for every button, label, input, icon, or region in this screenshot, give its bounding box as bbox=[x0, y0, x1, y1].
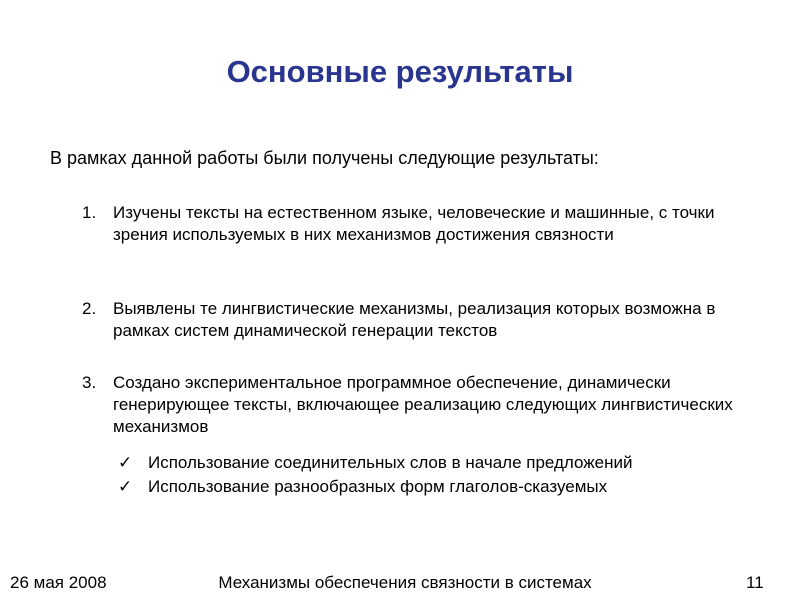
list-item-text: Выявлены те лингвистические механизмы, реализация которых возможна в рамках систем динамической генерации текстов bbox=[113, 299, 716, 340]
intro-text: В рамках данной работы были получены следующие результаты: bbox=[50, 148, 599, 168]
checkmark-icon: ✓ bbox=[118, 477, 133, 496]
sub-list-item-text: Использование соединительных слов в начале предложений bbox=[148, 453, 633, 472]
footer-title: Механизмы обеспечения связности в системах bbox=[218, 573, 592, 592]
list-item bbox=[82, 372, 742, 442]
list-item-number: 1. bbox=[82, 203, 97, 222]
list-item-text: Изучены тексты на естественном языке, человеческие и машинные, с точки зрения используемых в них механизмов достижения связности bbox=[113, 203, 715, 244]
page-number: 11 bbox=[746, 573, 764, 592]
list-item bbox=[82, 202, 742, 272]
list-item-number: 3. bbox=[82, 373, 97, 392]
list-item-text: Создано экспериментальное программное обеспечение, динамически генерирующее тексты, включающее реализацию следующих лингвистических механизмов bbox=[113, 373, 733, 436]
footer-date: 26 мая 2008 bbox=[10, 573, 107, 592]
list-item-number: 2. bbox=[82, 299, 97, 318]
sub-list-item-text: Использование разнообразных форм глаголов-сказуемых bbox=[148, 477, 608, 496]
slide-title: Основные результаты bbox=[226, 54, 574, 89]
checkmark-icon: ✓ bbox=[118, 453, 133, 472]
list-item bbox=[82, 298, 742, 346]
